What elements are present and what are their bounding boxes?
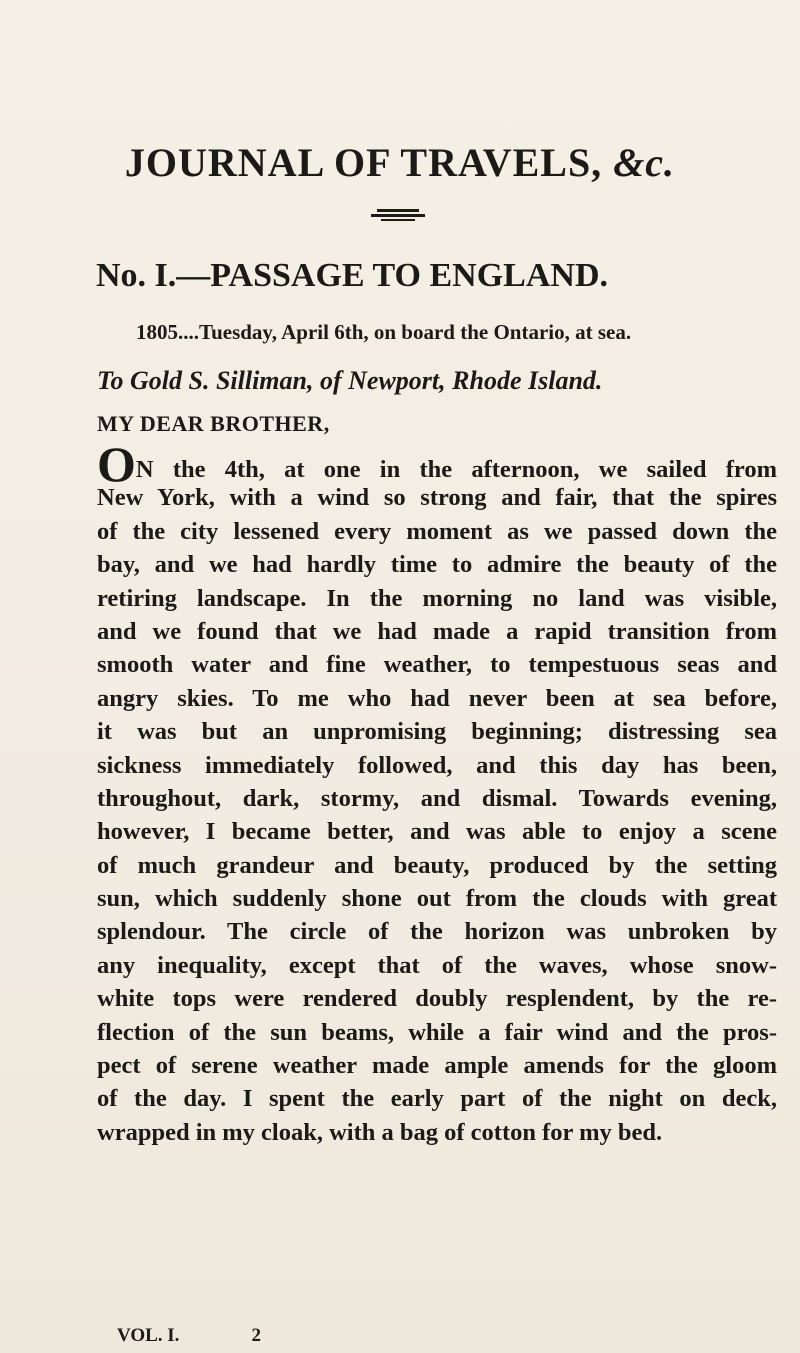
body-line-3: of the city lessened every moment as we passed down the xyxy=(97,517,777,545)
volume-mark: VOL. I. xyxy=(117,1325,180,1346)
ornamental-rule xyxy=(371,209,425,221)
body-line-6: and we found that we had made a rapid transition from xyxy=(97,617,777,645)
body-line-1 xyxy=(97,436,777,492)
body-line-20: of the day. I spent the early part of the night on deck, xyxy=(97,1085,777,1113)
body-line-11: throughout, dark, stormy, and dismal. Towards evening, xyxy=(97,784,777,812)
running-title xyxy=(0,140,800,185)
dateline: 1805....Tuesday, April 6th, on board the Ontario, at sea. xyxy=(136,320,632,344)
page-footer xyxy=(117,1326,261,1345)
body-line-1-text: N the 4th, at one in the afternoon, we sailed from xyxy=(135,456,777,483)
body-line-9: it was but an unpromising beginning; distressing sea xyxy=(97,718,777,746)
body-line-10: sickness immediately followed, and this day has been, xyxy=(97,751,777,779)
body-line-16: any inequality, except that of the waves, whose snow- xyxy=(97,951,777,979)
body-line-5: retiring landscape. In the morning no land was visible, xyxy=(97,584,777,612)
body-line-21: wrapped in my cloak, with a bag of cotton for my bed. xyxy=(97,1118,663,1146)
signature-mark: 2 xyxy=(251,1325,261,1346)
drop-cap: O xyxy=(97,436,136,492)
body-line-4: bay, and we had hardly time to admire the beauty of the xyxy=(97,551,777,579)
rule-line-bottom xyxy=(381,219,415,221)
salutation: MY DEAR BROTHER, xyxy=(97,411,330,436)
rule-line-top xyxy=(377,209,419,212)
running-title-etc: &c. xyxy=(613,140,676,185)
body-line-17: white tops were rendered doubly resplendent, by the re- xyxy=(97,985,777,1013)
body-line-14: sun, which suddenly shone out from the clouds with great xyxy=(97,885,777,913)
rule-line-middle xyxy=(371,214,425,217)
body-line-19: pect of serene weather made ample amends for the gloom xyxy=(97,1052,777,1080)
body-line-8: angry skies. To me who had never been at sea before, xyxy=(97,684,777,712)
body-line-13: of much grandeur and beauty, produced by the setting xyxy=(97,851,777,879)
body-line-2: New York, with a wind so strong and fair, that the spires xyxy=(97,484,777,512)
body-line-12: however, I became better, and was able to enjoy a scene xyxy=(97,818,777,846)
body-line-18: flection of the sun beams, while a fair wind and the pros- xyxy=(97,1018,777,1046)
letter-address: To Gold S. Silliman, of Newport, Rhode Island. xyxy=(97,366,603,395)
running-title-text: JOURNAL OF TRAVELS, xyxy=(124,140,603,185)
body-text xyxy=(97,436,777,1149)
chapter-heading: No. I.—PASSAGE TO ENGLAND. xyxy=(96,257,608,294)
body-line-7: smooth water and fine weather, to tempestuous seas and xyxy=(97,651,777,679)
body-line-15: splendour. The circle of the horizon was unbroken by xyxy=(97,918,777,946)
